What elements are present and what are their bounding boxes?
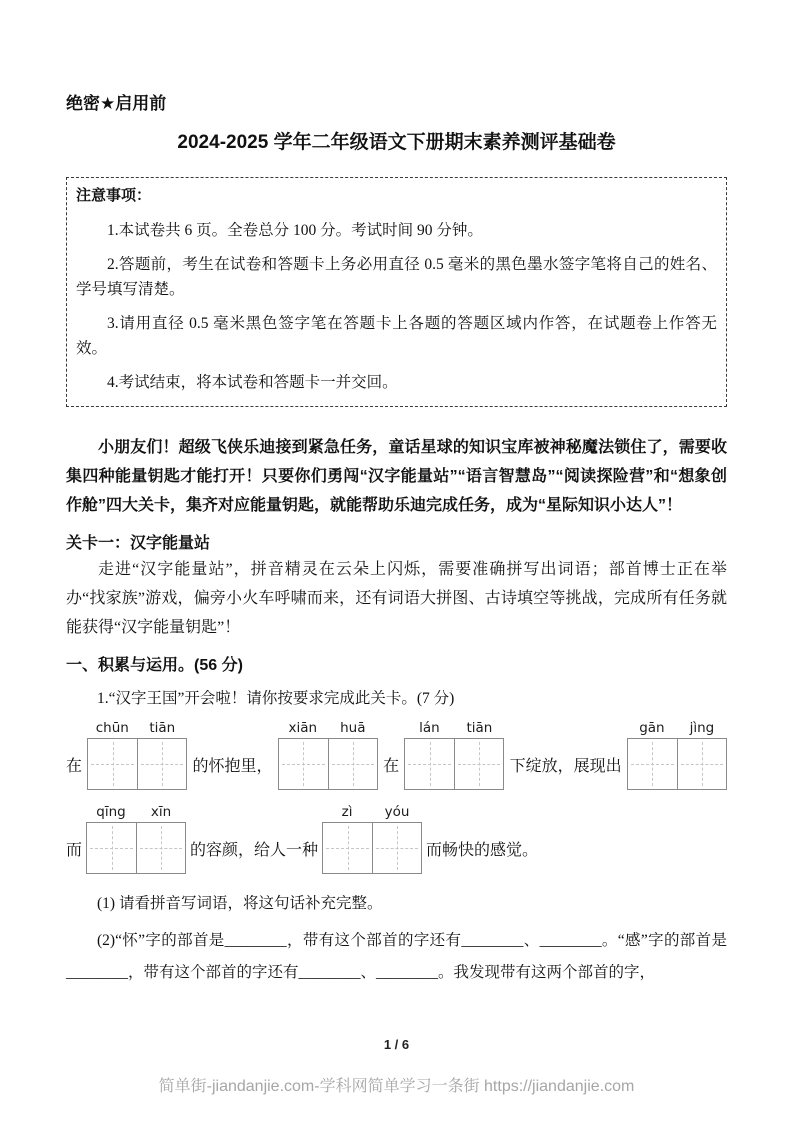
pinyin-labels xyxy=(627,718,727,738)
writing-grid xyxy=(87,738,187,790)
pinyin-syllable: gān xyxy=(639,720,665,737)
writing-grid xyxy=(278,738,378,790)
writing-grid xyxy=(322,822,422,874)
pinyin-labels xyxy=(86,802,186,822)
pinyin-syllable: xiān xyxy=(288,720,318,737)
intro-paragraph: 小朋友们！超级飞侠乐迪接到紧急任务，童话星球的知识宝库被神秘魔法锁住了，需要收集四种能量钥匙才能打开！只要你们勇闯“汉字能量站”“语言智慧岛”“阅读探险营”和“想象创作舱”四大关卡，集齐对应能量钥匙，就能帮助乐迪完成任务，成为“星际知识小达人”！ xyxy=(66,438,727,514)
pinyin-word-box xyxy=(322,802,422,874)
pinyin-word-box xyxy=(87,718,187,790)
pinyin-syllable: tiān xyxy=(149,720,176,737)
classification-label: 绝密★启用前 xyxy=(66,94,167,113)
question-1-text: 1.“汉字王国”开会啦！请你按要求完成此关卡。(7 分) xyxy=(97,690,455,708)
grid-cell xyxy=(628,739,677,789)
grid-cell xyxy=(677,739,726,789)
pinyin-syllable: zì xyxy=(341,804,353,821)
fill-text: 在 xyxy=(383,757,400,775)
grid-cell xyxy=(279,739,328,789)
pinyin-fill-row-1 xyxy=(66,718,727,790)
section-one-heading: 一、积累与运用。(56 分) xyxy=(66,657,243,675)
pinyin-syllable: jìng xyxy=(689,720,715,737)
level-one-heading: 关卡一：汉字能量站 xyxy=(66,534,211,552)
notice-item: 3.请用直径 0.5 毫米黑色签字笔在答题卡上各题的答题区域内作答，在试题卷上作答无效。 xyxy=(76,315,717,358)
grid-cell xyxy=(136,823,185,873)
pinyin-labels xyxy=(278,718,378,738)
writing-grid xyxy=(86,822,186,874)
fill-text: 的怀抱里， xyxy=(192,757,273,775)
grid-cell xyxy=(88,739,137,789)
notice-item: 1.本试卷共 6 页。全卷总分 100 分。考试时间 90 分钟。 xyxy=(107,221,483,239)
notice-heading: 注意事项： xyxy=(76,187,152,205)
fill-text: 的容颜，给人一种 xyxy=(190,841,319,859)
pinyin-labels xyxy=(404,718,504,738)
writing-grid xyxy=(404,738,504,790)
grid-cell xyxy=(87,823,136,873)
grid-cell xyxy=(405,739,454,789)
pinyin-fill-row-2 xyxy=(66,802,727,874)
pinyin-syllable: lán xyxy=(419,720,440,737)
pinyin-syllable: chūn xyxy=(95,720,129,737)
grid-cell xyxy=(137,739,186,789)
grid-cell xyxy=(323,823,372,873)
writing-grid xyxy=(627,738,727,790)
fill-text: 下绽放，展现出 xyxy=(509,757,622,775)
notice-item: 2.答题前，考生在试卷和答题卡上务必用直径 0.5 毫米的黑色墨水签字笔将自己的姓名、学号填写清楚。 xyxy=(76,256,717,299)
notice-item: 4.考试结束，将本试卷和答题卡一并交回。 xyxy=(107,374,398,392)
pinyin-labels xyxy=(87,718,187,738)
fill-text: 在 xyxy=(66,757,83,775)
pinyin-word-box xyxy=(627,718,727,790)
level-one-description: 走进“汉字能量站”，拼音精灵在云朵上闪烁，需要准确拼写出词语；部首博士正在举办“找家族”游戏，偏旁小火车呼啸而来，还有词语大拼图、古诗填空等挑战，完成所有任务就能获得“汉字能量钥匙”！ xyxy=(66,560,727,636)
pinyin-syllable: tiān xyxy=(466,720,493,737)
pinyin-syllable: xīn xyxy=(150,804,172,821)
notice-box xyxy=(66,177,727,406)
page-number: 1 / 6 xyxy=(383,1037,410,1052)
grid-cell xyxy=(372,823,421,873)
grid-cell xyxy=(454,739,503,789)
fill-text: 而 xyxy=(66,841,83,859)
fill-text: 而畅快的感觉。 xyxy=(426,841,539,859)
pinyin-word-box xyxy=(404,718,504,790)
page-title: 2024-2025 学年二年级语文下册期末素养测评基础卷 xyxy=(177,131,616,153)
pinyin-syllable: qīng xyxy=(96,804,126,821)
site-watermark: 简单街-jiandanjie.com-学科网简单学习一条街 https://jiandanjie.com xyxy=(158,1078,635,1095)
pinyin-labels xyxy=(322,802,422,822)
sub-question-2: (2)“怀”字的部首是________，带有这个部首的字还有________、________。“感”字的部首是________，带有这个部首的字还有________、________。我发现带有这两个部首的字， xyxy=(66,931,727,981)
pinyin-syllable: yóu xyxy=(384,804,410,821)
pinyin-syllable: huā xyxy=(340,720,366,737)
pinyin-word-box xyxy=(278,718,378,790)
grid-cell xyxy=(328,739,377,789)
pinyin-word-box xyxy=(86,802,186,874)
sub-question-1: (1) 请看拼音写词语，将这句话补充完整。 xyxy=(97,895,383,913)
